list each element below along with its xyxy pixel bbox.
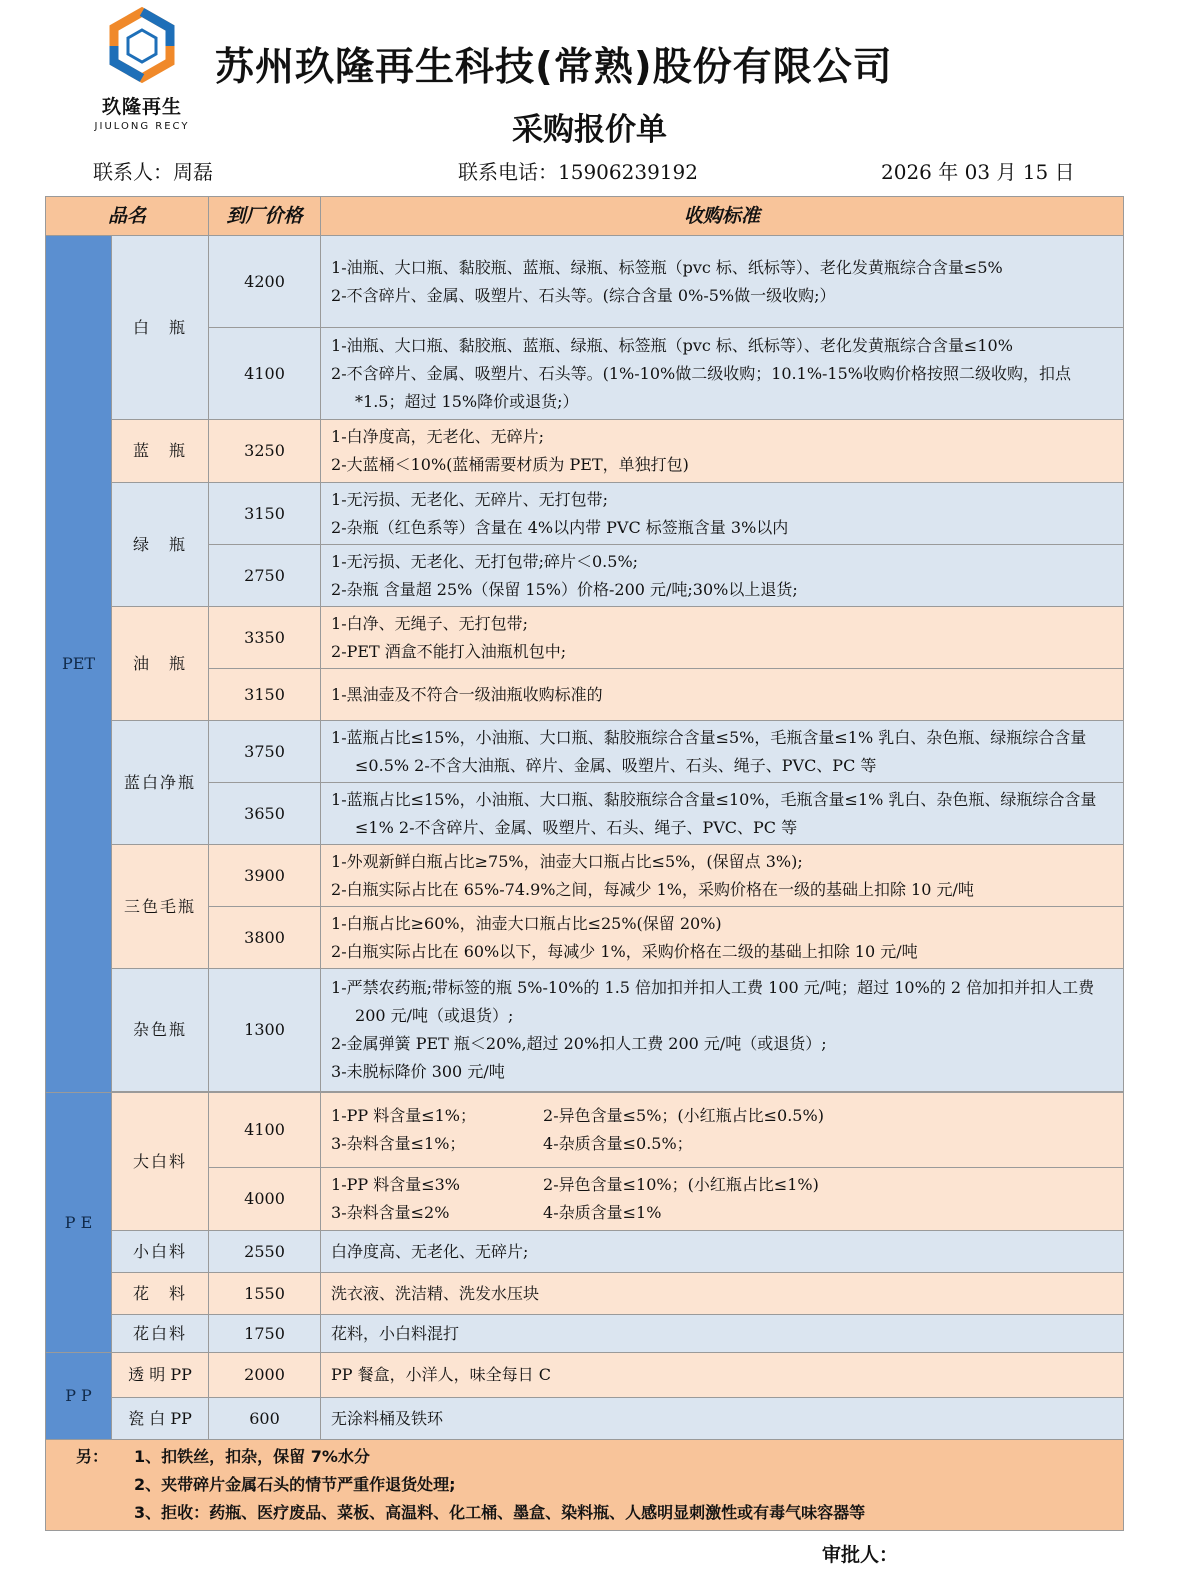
item-standard (321, 669, 1124, 721)
standard-line: 2-PET 酒盒不能打入油瓶机包中; (331, 641, 567, 661)
item-standard (321, 845, 1124, 907)
standard-line: 2-杂瓶（红色系等）含量在 4%以内带 PVC 标签瓶含量 3%以内 (331, 517, 789, 537)
table-row (46, 721, 1124, 783)
item-price: 3250 (209, 420, 321, 483)
table-row (46, 1353, 1124, 1398)
item-price: 4000 (209, 1168, 321, 1231)
standard-line: 1-无污损、无老化、无碎片、无打包带; (331, 489, 608, 509)
note-line (76, 1471, 1123, 1499)
item-name: 三色毛瓶 (112, 845, 209, 969)
item-standard (321, 1168, 1124, 1231)
table-row (46, 236, 1124, 328)
standard-cell: 1-PP 料含量≤1%； (331, 1106, 477, 1125)
standard-cell: 2-异色含量≤10%；(小红瓶占比≤1%) (543, 1175, 819, 1194)
category-pe: P E (46, 1093, 112, 1353)
standard-line: 1-外观新鲜白瓶占比≥75%，油壶大口瓶占比≤5%，(保留点 3%); (331, 851, 803, 871)
table-row (46, 845, 1124, 907)
standard-line: 1-白瓶占比≥60%，油壶大口瓶占比≤25%(保留 20%) (331, 913, 722, 933)
item-standard (321, 483, 1124, 545)
item-price: 3900 (209, 845, 321, 907)
item-standard (321, 907, 1124, 969)
note-indent (76, 1499, 134, 1527)
standard-line: 1-油瓶、大口瓶、黏胶瓶、蓝瓶、绿瓶、标签瓶（pvc 标、纸标等）、老化发黄瓶综合含量≤10% (331, 335, 1013, 355)
standard-line: 2-白瓶实际占比在 60%以下，每减少 1%，采购价格在二级的基础上扣除 10 元/吨 (331, 941, 918, 961)
table-row (46, 1231, 1124, 1273)
standard-line: 1-白净、无绳子、无打包带; (331, 613, 528, 633)
item-name: 透 明 PP (112, 1353, 209, 1398)
document-title: 采购报价单 (512, 112, 667, 148)
notes-label: 另： (76, 1447, 109, 1466)
item-price: 3150 (209, 483, 321, 545)
standard-line: 2-不含碎片、金属、吸塑片、石头等。(1%-10%做二级收购；10.1%-15%收购价格按照二级收购，扣点*1.5；超过 15%降价或退货;） (331, 363, 1071, 411)
standard-cell: 3-杂料含量≤1%； (331, 1134, 466, 1153)
table-row (46, 607, 1124, 669)
company-name: 苏州玖隆再生科技(常熟)股份有限公司 (215, 45, 893, 90)
item-price: 2000 (209, 1353, 321, 1398)
item-price: 1750 (209, 1315, 321, 1353)
item-name: 蓝白净瓶 (112, 721, 209, 845)
standard-pair (331, 1130, 1115, 1158)
item-standard (321, 721, 1124, 783)
header-standard: 收购标准 (321, 197, 1124, 236)
standard-line: 2-大蓝桶＜10%(蓝桶需要材质为 PET，单独打包) (331, 455, 689, 474)
standard-line: 1-黑油壶及不符合一级油瓶收购标准的 (331, 684, 603, 704)
item-standard (321, 783, 1124, 845)
item-name: 瓷 白 PP (112, 1398, 209, 1440)
standard-line: 1-严禁农药瓶;带标签的瓶 5%-10%的 1.5 倍加扣并扣人工费 100 元/吨；超过 10%的 2 倍加扣并扣人工费 200 元/吨（或退货）; (331, 978, 1095, 1025)
item-standard (321, 420, 1124, 483)
item-name: 白 瓶 (112, 236, 209, 420)
item-name: 大白料 (112, 1093, 209, 1231)
item-price: 3150 (209, 669, 321, 721)
table-row (46, 1093, 1124, 1168)
notes-row (46, 1440, 1124, 1531)
category-pp: P P (46, 1353, 112, 1440)
item-standard (321, 1093, 1124, 1168)
note-text: 2、夹带碎片金属石头的情节严重作退货处理; (134, 1475, 456, 1494)
contact-phone: 联系电话：15906239192 (458, 160, 698, 184)
item-price: 1300 (209, 969, 321, 1092)
table-row (46, 969, 1124, 1092)
standard-line: 1-白净度高，无老化、无碎片; (331, 427, 544, 446)
item-price: 3800 (209, 907, 321, 969)
header-name: 品名 (46, 197, 209, 236)
item-standard (321, 607, 1124, 669)
standard-cell: 3-杂料含量≤2% (331, 1203, 450, 1222)
table-row (46, 420, 1124, 483)
note-indent (76, 1471, 134, 1499)
standard-line: 1-蓝瓶占比≤15%，小油瓶、大口瓶、黏胶瓶综合含量≤5%，毛瓶含量≤1% 乳白、杂色瓶、绿瓶综合含量≤0.5% 2-不含大油瓶、碎片、金属、吸塑片、石头、绳子、PVC、PC 等 (331, 727, 1087, 775)
item-standard: 花料，小白料混打 (321, 1315, 1124, 1353)
header-price: 到厂价格 (209, 197, 321, 236)
item-name: 小白料 (112, 1231, 209, 1273)
item-standard: 洗衣液、洗洁精、洗发水压块 (321, 1273, 1124, 1315)
item-price: 1550 (209, 1273, 321, 1315)
table-row (46, 1398, 1124, 1440)
note-text: 1、扣铁丝，扣杂，保留 7%水分 (134, 1447, 370, 1466)
note-line (76, 1499, 1123, 1527)
item-price: 3350 (209, 607, 321, 669)
item-name: 杂色瓶 (112, 969, 209, 1092)
standard-pair (331, 1102, 1115, 1130)
price-table (45, 196, 1124, 1531)
standard-cell: 1-PP 料含量≤3% (331, 1175, 461, 1194)
note-line (76, 1443, 1123, 1471)
contact-person: 联系人：周磊 (93, 160, 213, 184)
hexagon-logo-icon (104, 6, 180, 86)
standard-line: 3-未脱标降价 300 元/吨 (331, 1062, 505, 1081)
item-name: 花白料 (112, 1315, 209, 1353)
item-standard: PP 餐盒，小洋人，味全每日 C (321, 1353, 1124, 1398)
standard-line: 1-油瓶、大口瓶、黏胶瓶、蓝瓶、绿瓶、标签瓶（pvc 标、纸标等）、老化发黄瓶综合含量≤5% (331, 257, 1003, 277)
standard-line: 2-白瓶实际占比在 65%-74.9%之间，每减少 1%，采购价格在一级的基础上扣除 10 元/吨 (331, 879, 974, 899)
standard-line: 2-不含碎片、金属、吸塑片、石头等。(综合含量 0%-5%做一级收购;） (331, 285, 836, 305)
item-price: 600 (209, 1398, 321, 1440)
item-standard (321, 545, 1124, 607)
item-standard: 无涂料桶及铁环 (321, 1398, 1124, 1440)
standard-line: 1-蓝瓶占比≤15%，小油瓶、大口瓶、黏胶瓶综合含量≤10%，毛瓶含量≤1% 乳白、杂色瓶、绿瓶综合含量≤1% 2-不含碎片、金属、吸塑片、石头、绳子、PVC、PC 等 (331, 789, 1097, 837)
item-price: 2550 (209, 1231, 321, 1273)
item-name: 花 料 (112, 1273, 209, 1315)
standard-cell: 4-杂质含量≤0.5%； (543, 1134, 693, 1153)
item-standard: 白净度高、无老化、无碎片; (321, 1231, 1124, 1273)
standard-pair (331, 1171, 1115, 1199)
standard-line: 2-杂瓶 含量超 25%（保留 15%）价格-200 元/吨;30%以上退货; (331, 579, 798, 599)
item-price: 4100 (209, 328, 321, 420)
item-standard (321, 236, 1124, 328)
logo-subtitle: JIULONG RECY (94, 121, 190, 132)
notes (46, 1440, 1124, 1531)
item-price: 3650 (209, 783, 321, 845)
standard-line: 2-金属弹簧 PET 瓶＜20%,超过 20%扣人工费 200 元/吨（或退货）; (331, 1034, 827, 1053)
item-price: 4200 (209, 236, 321, 328)
standard-cell: 4-杂质含量≤1% (543, 1203, 662, 1222)
category-pet: PET (46, 236, 112, 1093)
approver-label: 审批人： (822, 1544, 899, 1566)
table-header-row (46, 197, 1124, 236)
item-name: 绿 瓶 (112, 483, 209, 607)
standard-cell: 2-异色含量≤5%；(小红瓶占比≤0.5%) (543, 1106, 824, 1125)
table-row (46, 1273, 1124, 1315)
standard-line: 1-无污损、无老化、无打包带;碎片＜0.5%; (331, 551, 639, 571)
item-name: 蓝 瓶 (112, 420, 209, 483)
quote-date: 2026 年 03 月 15 日 (881, 160, 1075, 184)
logo-name: 玖隆再生 (101, 96, 182, 118)
item-standard (321, 328, 1124, 420)
standard-pair (331, 1199, 1115, 1227)
item-price: 2750 (209, 545, 321, 607)
item-price: 4100 (209, 1093, 321, 1168)
item-standard (321, 969, 1124, 1092)
table-row (46, 483, 1124, 545)
item-price: 3750 (209, 721, 321, 783)
item-name: 油 瓶 (112, 607, 209, 721)
table-row (46, 1315, 1124, 1353)
note-text: 3、拒收：药瓶、医疗废品、菜板、高温料、化工桶、墨盒、染料瓶、人感明显刺激性或有毒气味容器等 (134, 1503, 866, 1522)
